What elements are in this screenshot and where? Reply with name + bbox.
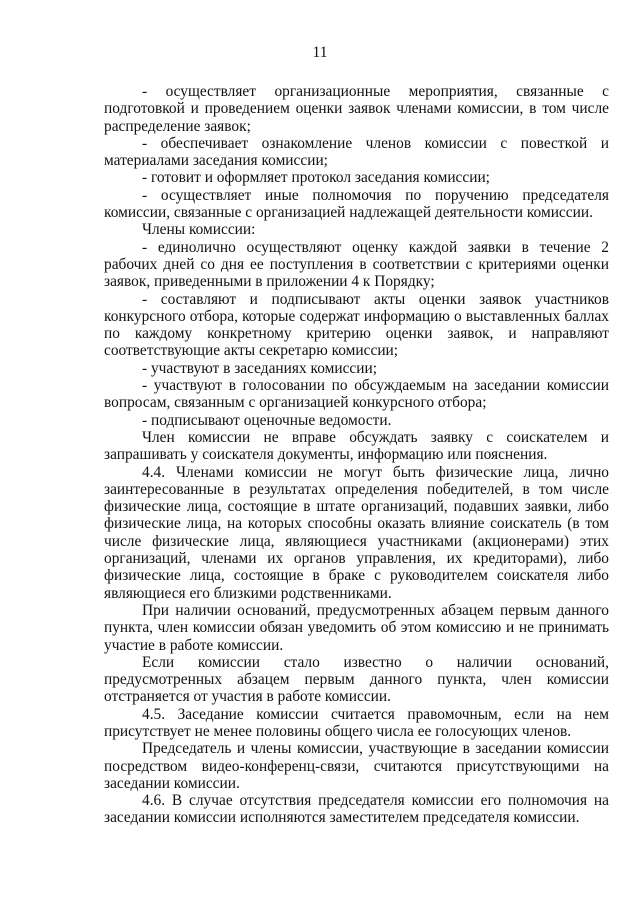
paragraph: - осуществляет организационные мероприятия, связанные с подготовкой и проведением оценки заявок членами комиссии, в том числе распределение заявок;: [104, 83, 609, 135]
paragraph: - составляют и подписывают акты оценки заявок участников конкурсного отбора, которые содержат информацию о выставленных баллах по каждому конкретному критерию оценки заявок, и направляют соответствующие акты секретарю комиссии;: [104, 290, 609, 360]
paragraph: Если комиссии стало известно о наличии оснований, предусмотренных абзацем первым данного пункта, член комиссии отстраняется от участия в работе комиссии.: [104, 653, 609, 706]
paragraph: - участвуют в голосовании по обсуждаемым на заседании комиссии вопросам, связанным с организацией конкурсного отбора;: [104, 377, 609, 412]
paragraph: 4.5. Заседание комиссии считается правомочным, если на нем присутствует не менее половины общего числа ее голосующих членов.: [104, 705, 609, 740]
paragraph: - единолично осуществляют оценку каждой заявки в течение 2 рабочих дней со дня ее поступления в соответствии с критериями оценки заявок, приведенными в приложении 4 к Порядку;: [104, 238, 609, 291]
paragraph: - обеспечивает ознакомление членов комиссии с повесткой и материалами заседания комиссии;: [104, 134, 609, 170]
document-body: [104, 83, 609, 827]
paragraph: Председатель и члены комиссии, участвующие в заседании комиссии посредством видео-конференц-связи, считаются присутствующими на заседании комиссии.: [104, 740, 609, 792]
paragraph: 4.6. В случае отсутствия председателя комиссии его полномочия на заседании комиссии исполняются заместителем председателя комиссии.: [104, 792, 609, 827]
paragraph: При наличии оснований, предусмотренных абзацем первым данного пункта, член комиссии обязан уведомить об этом комиссию и не принимать участие в работе комиссии.: [104, 601, 609, 654]
page-number: 11: [312, 44, 328, 61]
paragraph: - участвуют в заседаниях комиссии;: [142, 359, 378, 377]
paragraph: - осуществляет иные полномочия по поручению председателя комиссии, связанные с организацией надлежащей деятельности комиссии.: [104, 186, 609, 222]
paragraph: - готовит и оформляет протокол заседания комиссии;: [142, 169, 490, 187]
paragraph: - подписывают оценочные ведомости.: [142, 411, 392, 429]
paragraph: Члены комиссии:: [142, 221, 256, 239]
paragraph: 4.4. Членами комиссии не могут быть физические лица, лично заинтересованные в результатах определения победителей, в том числе физические лица, состоящие в штате организаций, подавших заявки, либо физические лица, на которых способны оказать влияние соискатель (в том числе физические лица, являющиеся участниками (акционерами) этих организаций, членами их органов управления, их кредиторами), либо физические лица, состоящие в браке с руководителем соискателя либо являющиеся его близкими родственниками.: [104, 463, 609, 602]
paragraph: Член комиссии не вправе обсуждать заявку с соискателем и запрашивать у соискателя документы, информацию или пояснения.: [104, 428, 609, 464]
